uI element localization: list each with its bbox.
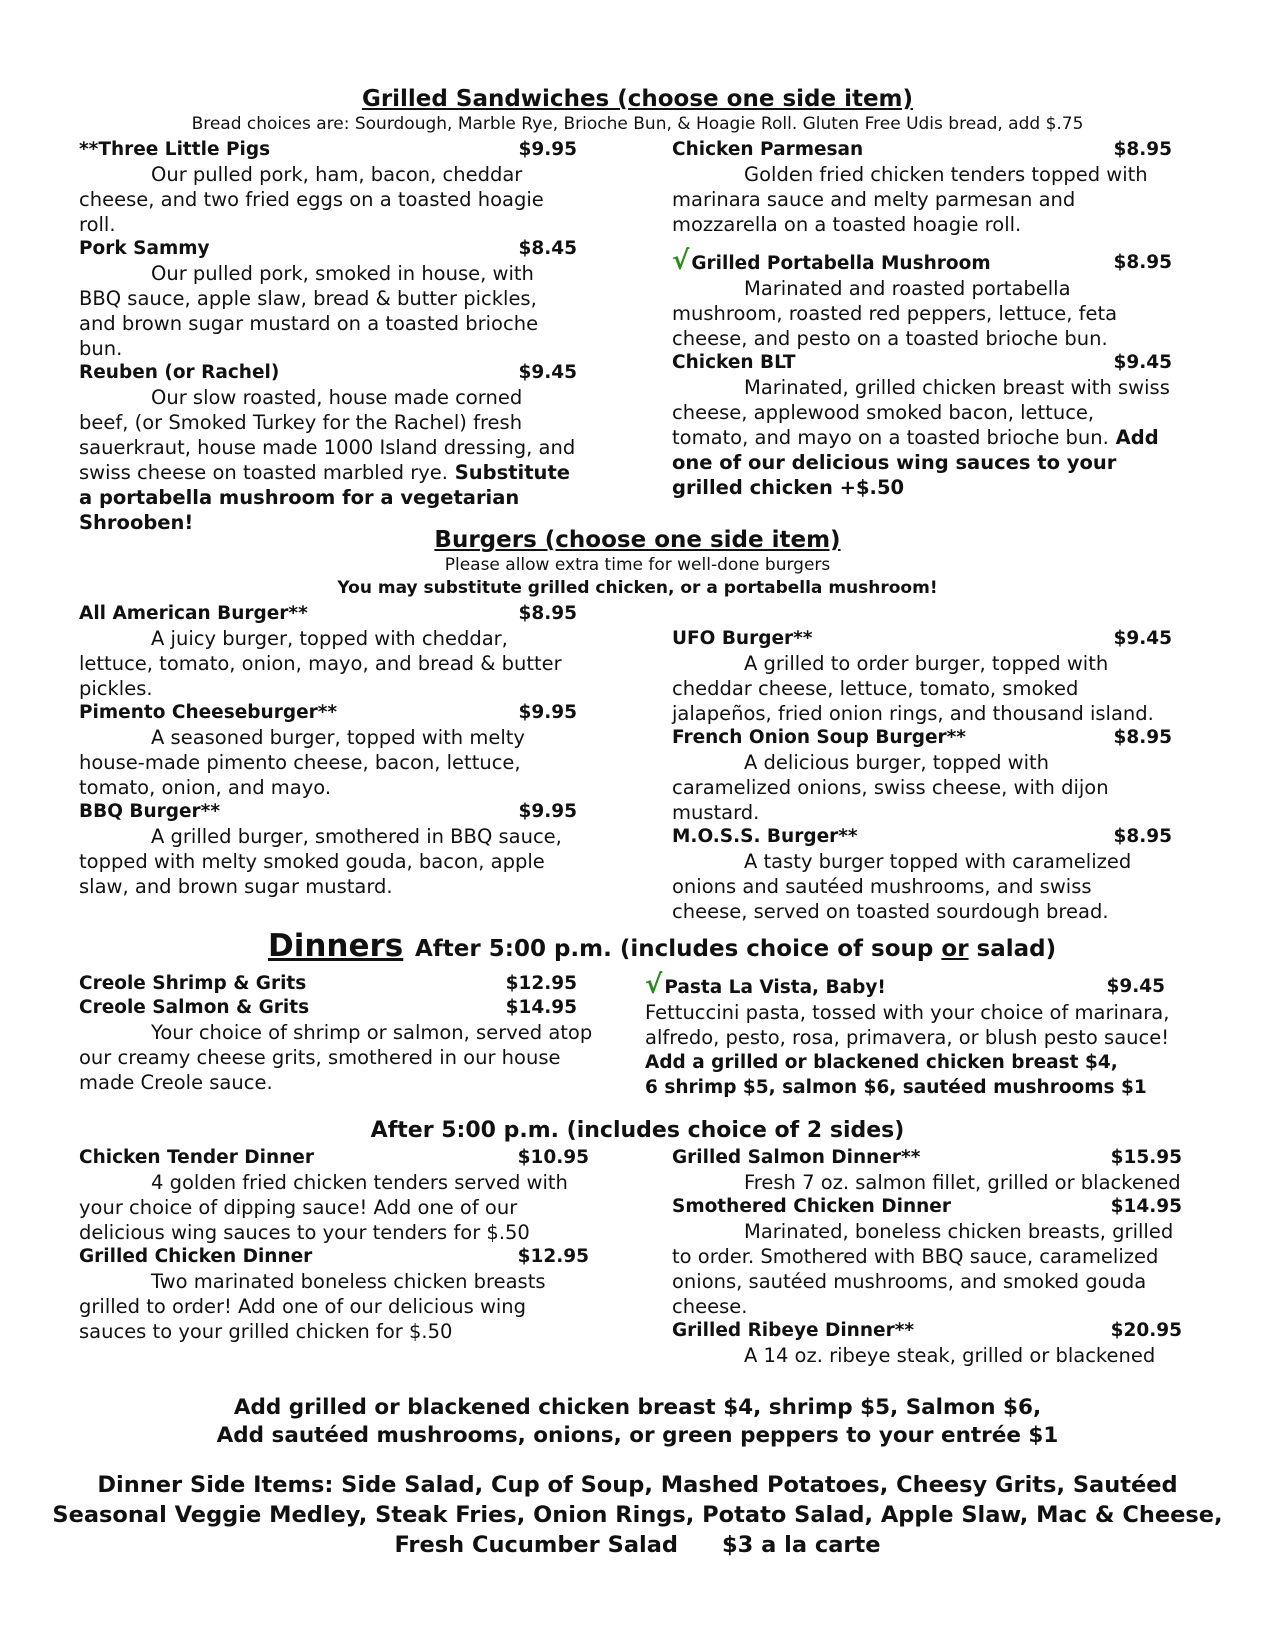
item-name: Reuben (or Rachel) [79, 362, 280, 383]
item-name: Creole Salmon & Grits [79, 997, 310, 1018]
item-price: $8.45 [518, 238, 577, 259]
dinners-right-column [672, 1146, 1182, 1368]
item-description: Fresh 7 oz. salmon fillet, grilled or blackened [744, 1171, 1181, 1194]
item-name: Pork Sammy [79, 238, 210, 259]
burgers-right-column [672, 627, 1172, 924]
vegetarian-leaf-icon: √ [672, 246, 690, 276]
menu-item [672, 246, 1172, 351]
item-name: Grilled Salmon Dinner** [672, 1147, 921, 1168]
item-description: Fettuccini pasta, tossed with your choice of marinara, alfredo, pesto, rosa, primavera, or blush pesto sauce! [645, 1001, 1170, 1049]
item-price: $9.45 [1113, 628, 1172, 649]
item-price: $14.95 [505, 997, 577, 1018]
dinners-subtitle-post: salad) [968, 936, 1057, 962]
menu-item [672, 726, 1172, 825]
menu-item [79, 602, 577, 701]
menu-item [79, 237, 577, 361]
menu-item [672, 1146, 1182, 1195]
menu-item [672, 1319, 1182, 1368]
sandwiches-title: Grilled Sandwiches (choose one side item) [361, 86, 914, 112]
item-description: A grilled to order burger, topped with cheddar cheese, lettuce, tomato, smoked jalapeños, fried onion rings, and thousand island. [672, 652, 1154, 725]
item-name: Grilled Chicken Dinner [79, 1246, 313, 1267]
menu-item [672, 627, 1172, 726]
menu-item [79, 1146, 589, 1245]
item-price: $8.95 [1113, 139, 1172, 160]
item-description-text: Our slow roasted, house made corned beef, (or Smoked Turkey for the Rachel) fresh sauerkraut, house made 1000 Island dressing, and swiss cheese on toasted marbled rye. [79, 386, 576, 484]
sandwiches-left-column [79, 138, 577, 535]
menu-item [672, 1195, 1182, 1319]
item-description: A delicious burger, topped with caramelized onions, swiss cheese, with dijon mustard. [672, 751, 1109, 824]
menu-item [79, 361, 577, 535]
dinners-sides-subtitle: After 5:00 p.m. (includes choice of 2 sides) [370, 1118, 905, 1143]
item-name: Grilled Ribeye Dinner** [672, 1320, 915, 1341]
item-name: **Three Little Pigs [79, 139, 271, 160]
item-description: A seasoned burger, topped with melty house-made pimento cheese, bacon, lettuce, tomato, onion, and mayo. [79, 726, 525, 799]
item-description: Your choice of shrimp or salmon, served atop our creamy cheese grits, smothered in our house made Creole sauce. [79, 1021, 593, 1094]
item-description-text: Marinated, grilled chicken breast with swiss cheese, applewood smoked bacon, lettuce, tomato, and mayo on a toasted brioche bun. [672, 376, 1170, 449]
burgers-left-column [79, 602, 577, 899]
item-name: M.O.S.S. Burger** [672, 826, 858, 847]
item-description [672, 375, 1172, 500]
item-price: $12.95 [505, 973, 577, 994]
menu-item [79, 800, 577, 899]
addons-line-1: Add grilled or blackened chicken breast $4, shrimp $5, Salmon $6, [233, 1395, 1042, 1420]
item-name: Creole Shrimp & Grits [79, 973, 307, 994]
item-price: $9.95 [518, 139, 577, 160]
dinners-left-column [79, 1146, 589, 1344]
side-items-text: Dinner Side Items: Side Salad, Cup of Soup, Mashed Potatoes, Cheesy Grits, Sautéed Seasonal Veggie Medley, Steak Fries, Onion Rings, Potato Salad, Apple Slaw, Mac & Cheese, Fresh Cucumber Salad [52, 1472, 1223, 1558]
item-description: Marinated, boneless chicken breasts, grilled to order. Smothered with BBQ sauce, caramelized onions, sautéed mushrooms, and smoked gouda cheese. [672, 1220, 1174, 1318]
item-price: $8.95 [518, 603, 577, 624]
item-name: Chicken Tender Dinner [79, 1147, 314, 1168]
item-description: Marinated and roasted portabella mushroom, roasted red peppers, lettuce, feta cheese, and pesto on a toasted brioche bun. [672, 277, 1118, 350]
dinners-subtitle [415, 936, 1056, 962]
item-name: Pasta La Vista, Baby! [664, 977, 886, 998]
bread-note: Bread choices are: Sourdough, Marble Rye, Brioche Bun, & Hoagie Roll. Gluten Free Udis bread, add $.75 [191, 114, 1084, 134]
item-price: $9.95 [518, 801, 577, 822]
item-price: $12.95 [517, 1246, 589, 1267]
pasta-item [645, 970, 1190, 1100]
item-price: $15.95 [1110, 1147, 1182, 1168]
burgers-note: Please allow extra time for well-done burgers [444, 555, 831, 575]
item-description: A grilled burger, smothered in BBQ sauce, topped with melty smoked gouda, bacon, apple slaw, and brown sugar mustard. [79, 825, 562, 898]
item-description [79, 385, 577, 535]
item-description-bold: Substitute a portabella mushroom for a vegetarian Shrooben! [79, 461, 570, 534]
item-name: All American Burger** [79, 603, 308, 624]
item-description: A tasty burger topped with caramelized onions and sautéed mushrooms, and swiss cheese, served on toasted sourdough bread. [672, 850, 1132, 923]
side-items-price: $3 a la carte [722, 1532, 881, 1558]
menu-item [672, 825, 1172, 924]
item-description: Golden fried chicken tenders topped with marinara sauce and melty parmesan and mozzarella on a toasted hoagie roll. [672, 163, 1148, 236]
vegetarian-leaf-icon: √ [645, 970, 663, 1000]
menu-item [79, 138, 577, 237]
item-description: 4 golden fried chicken tenders served with your choice of dipping sauce! Add one of our delicious wing sauces to your tenders for $.50 [79, 1171, 568, 1244]
item-price: $9.45 [1106, 976, 1165, 997]
item-price: $10.95 [517, 1147, 589, 1168]
dinners-title: Dinners [268, 928, 404, 964]
item-price: $14.95 [1110, 1196, 1182, 1217]
pasta-addon-line-2 [645, 1075, 1190, 1100]
burgers-substitute-note: You may substitute grilled chicken, or a portabella mushroom! [337, 578, 938, 598]
sandwiches-right-column [672, 138, 1172, 500]
item-price: $8.95 [1113, 252, 1172, 273]
item-name: Chicken BLT [672, 352, 796, 373]
menu-item [79, 1245, 589, 1344]
pasta-addon-line-1 [645, 1050, 1190, 1075]
pasta-addon-text-1: Add a grilled or blackened chicken breast $4, [645, 1052, 1118, 1073]
item-name: Pimento Cheeseburger** [79, 702, 338, 723]
item-name: UFO Burger** [672, 628, 813, 649]
side-items-block [50, 1470, 1225, 1560]
item-price: $9.45 [518, 362, 577, 383]
addons-block [0, 1394, 1275, 1450]
dinners-subtitle-pre: After 5:00 p.m. (includes choice of soup [415, 936, 942, 962]
item-price: $9.95 [518, 702, 577, 723]
item-description: Two marinated boneless chicken breasts grilled to order! Add one of our delicious wing sauces to your grilled chicken for $.50 [79, 1270, 546, 1343]
item-name: Chicken Parmesan [672, 139, 864, 160]
item-price: $9.45 [1113, 352, 1172, 373]
menu-item [672, 138, 1172, 237]
item-name: Smothered Chicken Dinner [672, 1196, 951, 1217]
item-description: Our pulled pork, ham, bacon, cheddar cheese, and two fried eggs on a toasted hoagie roll. [79, 163, 544, 236]
item-price: $8.95 [1113, 826, 1172, 847]
item-name: French Onion Soup Burger** [672, 727, 966, 748]
menu-item [672, 351, 1172, 500]
dinners-subtitle-or: or [941, 936, 969, 962]
menu-item [79, 701, 577, 800]
creole-item [79, 972, 599, 1095]
item-price: $8.95 [1113, 727, 1172, 748]
item-description: Our pulled pork, smoked in house, with BBQ sauce, apple slaw, bread & butter pickles, and brown sugar mustard on a toasted brioche bun. [79, 262, 539, 360]
item-price: $20.95 [1110, 1320, 1182, 1341]
burgers-title: Burgers (choose one side item) [434, 527, 841, 553]
item-name: BBQ Burger** [79, 801, 221, 822]
item-description: A juicy burger, topped with cheddar, lettuce, tomato, onion, mayo, and bread & butter pickles. [79, 627, 562, 700]
item-description-bold: Add one of our delicious wing sauces to your grilled chicken +$.50 [672, 426, 1159, 499]
item-description: A 14 oz. ribeye steak, grilled or blackened [744, 1344, 1156, 1367]
item-name: Grilled Portabella Mushroom [691, 253, 991, 274]
addons-line-2: Add sautéed mushrooms, onions, or green peppers to your entrée $1 [216, 1423, 1059, 1448]
pasta-addon-text-2: 6 shrimp $5, salmon $6, sautéed mushrooms $1 [645, 1077, 1147, 1098]
